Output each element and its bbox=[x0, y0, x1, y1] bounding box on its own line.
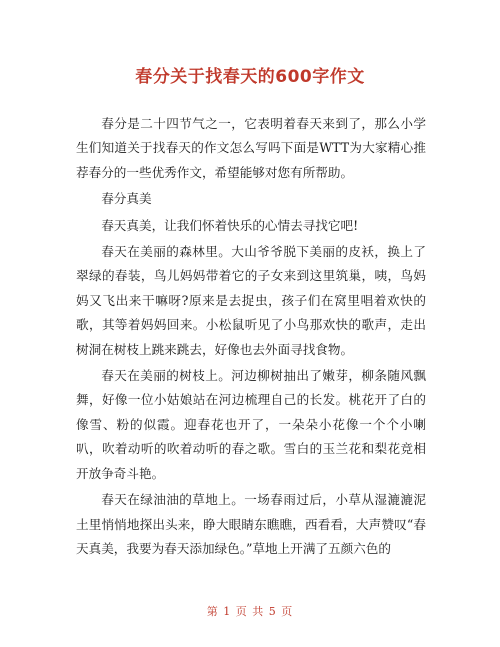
page-footer: 第 1 页 共 5 页 bbox=[206, 605, 294, 618]
paragraph-3: 春天在美丽的树枝上。河边柳树抽出了嫩芽，柳条随风飘舞，好像一位小姑娘站在河边梳理自己的长发。桃花开了白的像雪、粉的似霞。迎春花也开了，一朵朵小花像一个个小喇叭，吹着动听的吹着动听的春之歌。雪白的玉兰花和梨花竞相开放争奇斗艳。 bbox=[76, 368, 426, 481]
page-title: 春分关于找春天的600字作文 bbox=[135, 67, 365, 87]
paragraph-intro: 春分是二十四节气之一，它表明着春天来到了，那么小学生们知道关于找春天的作文怎么写吗下面是WTT为大家精心推荐春分的一些优秀作文，希望能够对您有所帮助。 bbox=[76, 116, 426, 180]
paragraph-4: 春天在绿油油的草地上。一场春雨过后，小草从湿漉漉泥土里悄悄地探出头来，睁大眼睛东瞧瞧，西看看，大声赞叹“春天真美，我要为春天添加绿色。”草地上开满了五颜六色的 bbox=[76, 492, 426, 556]
paragraph-subtitle: 春分真美 bbox=[101, 191, 152, 207]
paragraph-1: 春天真美，让我们怀着快乐的心情去寻找它吧! bbox=[101, 217, 359, 233]
paragraph-2: 春天在美丽的森林里。大山爷爷脱下美丽的皮袄，换上了翠绿的春装，鸟儿妈妈带着它的子女来到这里筑巢，咦，鸟妈妈又飞出来干嘛呀?原来是去捉虫，孩子们在窝里唱着欢快的歌，其等着妈妈回来。小松鼠听见了小鸟那欢快的歌声，走出树洞在树枝上跳来跳去，好像也去外面寻找食物。 bbox=[76, 244, 426, 357]
document-body bbox=[76, 112, 426, 563]
